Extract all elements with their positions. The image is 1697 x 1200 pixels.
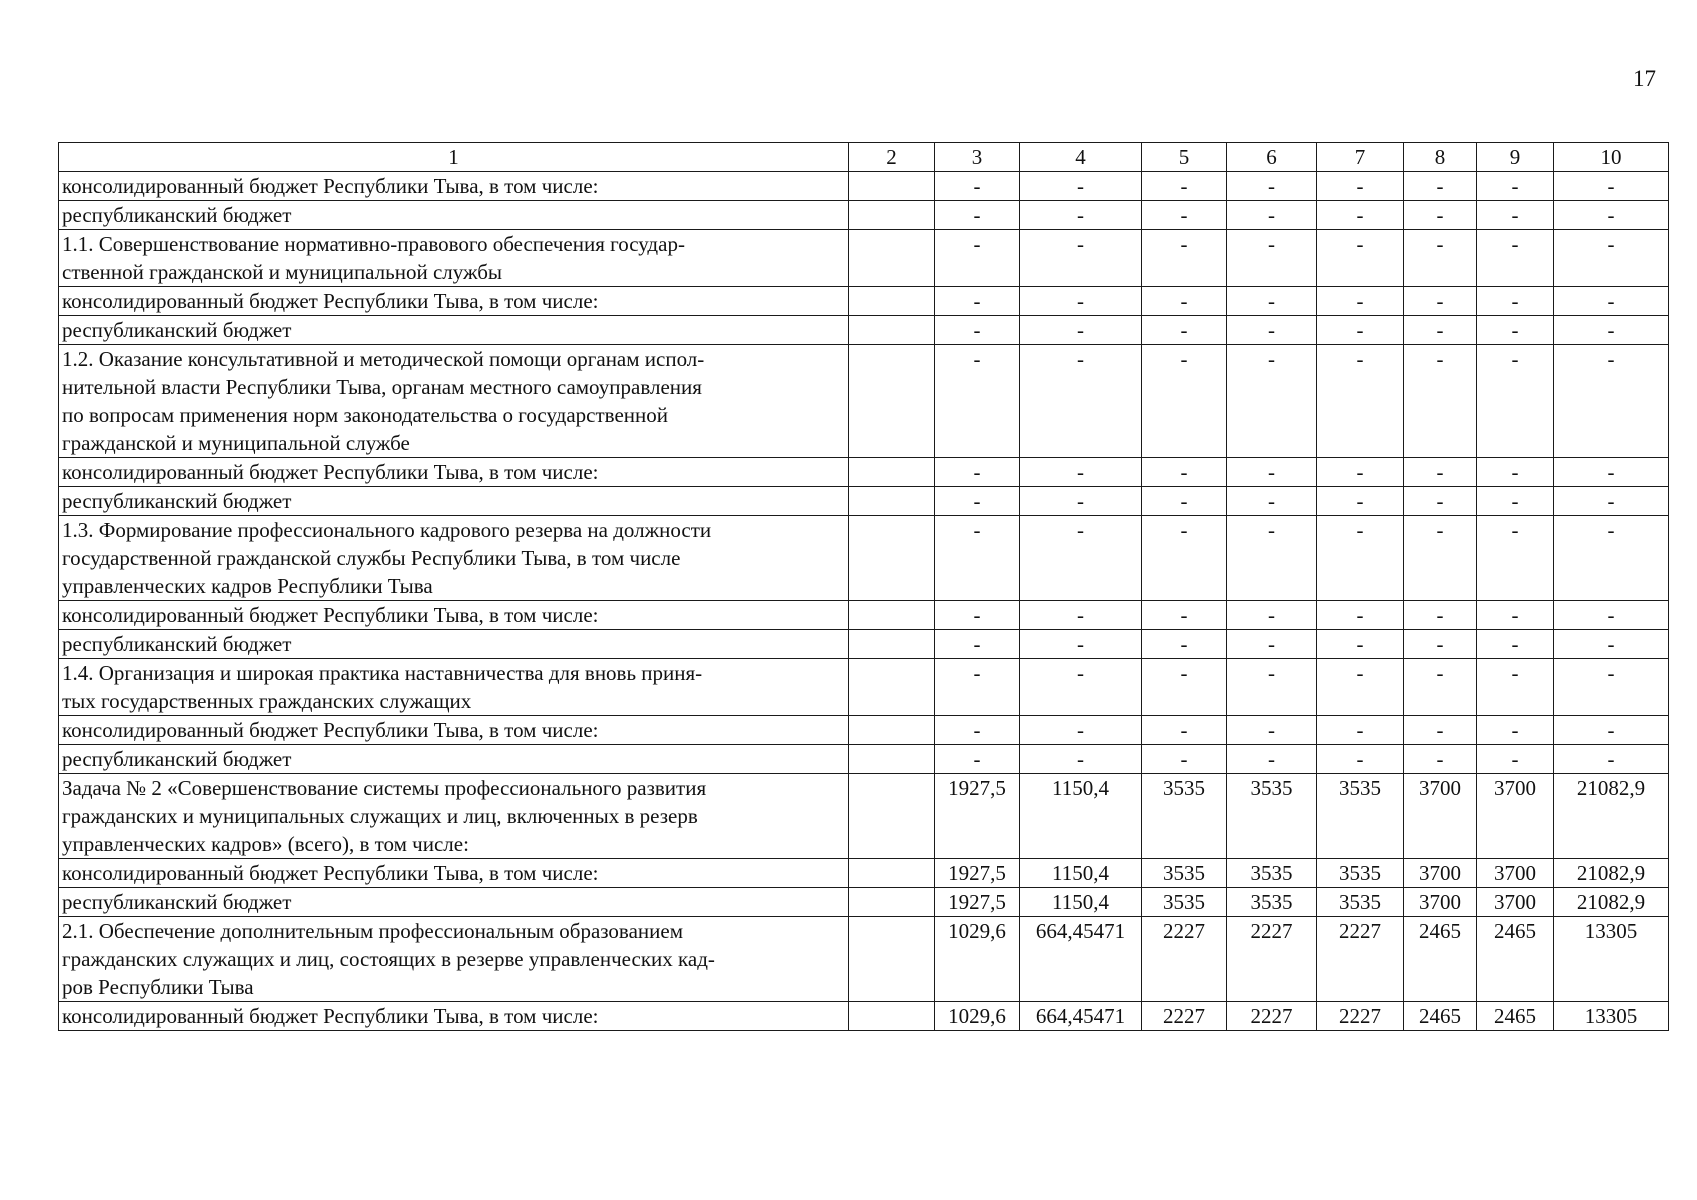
cell-value: 2227 xyxy=(1317,1002,1404,1031)
cell-value: - xyxy=(1404,230,1477,287)
cell-value: 2227 xyxy=(1142,1002,1227,1031)
cell-col-2 xyxy=(849,345,935,458)
cell-value: - xyxy=(1227,287,1317,316)
cell-value: - xyxy=(1477,487,1554,516)
row-label-line: ров Республики Тыва xyxy=(62,975,254,999)
row-label-line: 1.4. Организация и широкая практика наставничества для вновь приня- xyxy=(62,661,703,685)
cell-value: - xyxy=(1020,458,1142,487)
cell-value: - xyxy=(1554,716,1669,745)
row-label-line: республиканский бюджет xyxy=(62,632,292,656)
cell-value: 13305 xyxy=(1554,1002,1669,1031)
col-header: 7 xyxy=(1317,143,1404,172)
row-label-line: республиканский бюджет xyxy=(62,203,292,227)
cell-value: - xyxy=(1142,630,1227,659)
cell-value: - xyxy=(1404,172,1477,201)
cell-value: - xyxy=(1477,716,1554,745)
row-label xyxy=(59,230,849,287)
row-label-line: 1.3. Формирование профессионального кадрового резерва на должности xyxy=(62,518,712,542)
header-row xyxy=(59,143,1669,172)
cell-value: - xyxy=(1477,745,1554,774)
cell-value: - xyxy=(1317,345,1404,458)
row-label-line: тых государственных гражданских служащих xyxy=(62,689,472,713)
row-label xyxy=(59,1002,849,1031)
cell-col-2 xyxy=(849,516,935,601)
row-label-line: консолидированный бюджет Республики Тыва, в том числе: xyxy=(62,174,599,198)
row-label-line: республиканский бюджет xyxy=(62,489,292,513)
cell-value: - xyxy=(1227,230,1317,287)
cell-value: 2227 xyxy=(1317,917,1404,1002)
table-row xyxy=(59,630,1669,659)
cell-value: - xyxy=(935,345,1020,458)
cell-col-2 xyxy=(849,487,935,516)
cell-value: - xyxy=(935,287,1020,316)
row-label-line: 1.2. Оказание консультативной и методической помощи органам испол- xyxy=(62,347,705,371)
col-header: 2 xyxy=(849,143,935,172)
cell-value: - xyxy=(1020,516,1142,601)
cell-value: - xyxy=(1227,172,1317,201)
cell-value: - xyxy=(935,601,1020,630)
row-label xyxy=(59,888,849,917)
cell-col-2 xyxy=(849,201,935,230)
cell-value: - xyxy=(1477,458,1554,487)
cell-value: - xyxy=(1142,172,1227,201)
row-label-line: гражданской и муниципальной службе xyxy=(62,431,410,455)
cell-value: 2227 xyxy=(1227,1002,1317,1031)
cell-value: 21082,9 xyxy=(1554,774,1669,859)
cell-value: 3700 xyxy=(1477,859,1554,888)
row-label xyxy=(59,859,849,888)
cell-value: - xyxy=(1317,745,1404,774)
row-label xyxy=(59,659,849,716)
row-label xyxy=(59,630,849,659)
cell-col-2 xyxy=(849,917,935,1002)
cell-value: - xyxy=(1227,201,1317,230)
cell-value: - xyxy=(1317,287,1404,316)
table-row xyxy=(59,201,1669,230)
cell-value: - xyxy=(1477,345,1554,458)
cell-value: 3535 xyxy=(1317,859,1404,888)
cell-value: - xyxy=(1554,659,1669,716)
table-row xyxy=(59,859,1669,888)
cell-value: - xyxy=(1404,487,1477,516)
row-label xyxy=(59,201,849,230)
cell-value: - xyxy=(1554,172,1669,201)
row-label xyxy=(59,774,849,859)
cell-col-2 xyxy=(849,601,935,630)
cell-value: - xyxy=(1142,230,1227,287)
cell-value: - xyxy=(935,487,1020,516)
table-row xyxy=(59,316,1669,345)
cell-value: - xyxy=(1020,172,1142,201)
row-label-line: по вопросам применения норм законодательства о государственной xyxy=(62,403,668,427)
row-label xyxy=(59,601,849,630)
cell-value: - xyxy=(1142,287,1227,316)
cell-value: 2227 xyxy=(1142,917,1227,1002)
cell-value: - xyxy=(1142,458,1227,487)
cell-col-2 xyxy=(849,745,935,774)
row-label-line: консолидированный бюджет Республики Тыва, в том числе: xyxy=(62,460,599,484)
cell-value: 1150,4 xyxy=(1020,859,1142,888)
cell-value: 3535 xyxy=(1227,888,1317,917)
cell-value: - xyxy=(1317,716,1404,745)
cell-value: - xyxy=(1404,745,1477,774)
table-row xyxy=(59,287,1669,316)
cell-value: - xyxy=(935,745,1020,774)
cell-value: - xyxy=(1020,316,1142,345)
cell-value: - xyxy=(1020,601,1142,630)
cell-value: - xyxy=(1142,316,1227,345)
cell-value: - xyxy=(1404,345,1477,458)
cell-col-2 xyxy=(849,287,935,316)
cell-value: 1927,5 xyxy=(935,859,1020,888)
cell-value: - xyxy=(1477,601,1554,630)
col-header: 9 xyxy=(1477,143,1554,172)
cell-value: - xyxy=(1477,516,1554,601)
cell-value: - xyxy=(1317,630,1404,659)
cell-value: - xyxy=(1317,487,1404,516)
cell-value: - xyxy=(1404,458,1477,487)
cell-value: - xyxy=(935,716,1020,745)
row-label-line: государственной гражданской службы Республики Тыва, в том числе xyxy=(62,546,681,570)
row-label xyxy=(59,487,849,516)
cell-value: - xyxy=(1227,630,1317,659)
cell-value: - xyxy=(1317,172,1404,201)
cell-value: 21082,9 xyxy=(1554,859,1669,888)
cell-value: - xyxy=(1227,659,1317,716)
cell-value: - xyxy=(935,516,1020,601)
cell-value: - xyxy=(1227,601,1317,630)
cell-value: - xyxy=(1404,316,1477,345)
cell-value: - xyxy=(1227,516,1317,601)
cell-value: 3535 xyxy=(1142,774,1227,859)
cell-value: 3700 xyxy=(1404,774,1477,859)
cell-value: 1150,4 xyxy=(1020,774,1142,859)
row-label xyxy=(59,458,849,487)
row-label-line: гражданских и муниципальных служащих и лиц, включенных в резерв xyxy=(62,804,698,828)
table-row xyxy=(59,888,1669,917)
cell-value: - xyxy=(1020,201,1142,230)
cell-col-2 xyxy=(849,458,935,487)
cell-value: - xyxy=(1227,716,1317,745)
cell-value: 3700 xyxy=(1477,888,1554,917)
col-header: 4 xyxy=(1020,143,1142,172)
cell-value: 2227 xyxy=(1227,917,1317,1002)
cell-value: - xyxy=(1554,601,1669,630)
table-body xyxy=(59,172,1669,1031)
cell-value: 1927,5 xyxy=(935,888,1020,917)
cell-value: - xyxy=(935,659,1020,716)
table-row xyxy=(59,745,1669,774)
cell-value: - xyxy=(1554,745,1669,774)
cell-value: - xyxy=(1227,745,1317,774)
cell-value: - xyxy=(1554,487,1669,516)
cell-value: 1029,6 xyxy=(935,1002,1020,1031)
row-label xyxy=(59,917,849,1002)
table-row xyxy=(59,1002,1669,1031)
cell-value: 2465 xyxy=(1404,917,1477,1002)
table-row xyxy=(59,659,1669,716)
cell-col-2 xyxy=(849,630,935,659)
cell-value: - xyxy=(935,316,1020,345)
cell-col-2 xyxy=(849,859,935,888)
cell-col-2 xyxy=(849,774,935,859)
cell-value: - xyxy=(1020,345,1142,458)
cell-value: 3535 xyxy=(1317,888,1404,917)
row-label xyxy=(59,345,849,458)
cell-value: - xyxy=(1227,487,1317,516)
cell-value: 1029,6 xyxy=(935,917,1020,1002)
row-label xyxy=(59,716,849,745)
cell-value: 1150,4 xyxy=(1020,888,1142,917)
row-label-line: консолидированный бюджет Республики Тыва, в том числе: xyxy=(62,289,599,313)
row-label-line: консолидированный бюджет Республики Тыва, в том числе: xyxy=(62,1004,599,1028)
table-row xyxy=(59,458,1669,487)
cell-value: - xyxy=(1020,659,1142,716)
cell-value: 3535 xyxy=(1227,859,1317,888)
table-row xyxy=(59,230,1669,287)
table-row xyxy=(59,601,1669,630)
cell-value: - xyxy=(1554,630,1669,659)
cell-value: - xyxy=(1554,458,1669,487)
cell-value: - xyxy=(1317,601,1404,630)
cell-value: - xyxy=(1142,745,1227,774)
row-label-line: республиканский бюджет xyxy=(62,747,292,771)
row-label-line: нительной власти Республики Тыва, органам местного самоуправления xyxy=(62,375,702,399)
cell-value: - xyxy=(1142,516,1227,601)
cell-value: - xyxy=(1142,201,1227,230)
cell-value: - xyxy=(935,201,1020,230)
table-row xyxy=(59,716,1669,745)
col-header: 5 xyxy=(1142,143,1227,172)
cell-value: 3535 xyxy=(1142,859,1227,888)
cell-value: - xyxy=(1477,201,1554,230)
cell-value: - xyxy=(1020,230,1142,287)
cell-value: - xyxy=(1020,487,1142,516)
table-row xyxy=(59,345,1669,458)
row-label xyxy=(59,745,849,774)
cell-value: 3535 xyxy=(1142,888,1227,917)
row-label xyxy=(59,316,849,345)
cell-value: - xyxy=(1404,659,1477,716)
row-label-line: Задача № 2 «Совершенствование системы профессионального развития xyxy=(62,776,707,800)
cell-value: - xyxy=(1020,287,1142,316)
cell-value: - xyxy=(1554,230,1669,287)
cell-value: 3700 xyxy=(1477,774,1554,859)
cell-value: - xyxy=(1477,316,1554,345)
col-header: 6 xyxy=(1227,143,1317,172)
cell-col-2 xyxy=(849,230,935,287)
cell-value: - xyxy=(1554,516,1669,601)
table-row xyxy=(59,487,1669,516)
row-label-line: консолидированный бюджет Республики Тыва, в том числе: xyxy=(62,861,599,885)
cell-value: - xyxy=(1477,659,1554,716)
cell-value: - xyxy=(1554,345,1669,458)
cell-col-2 xyxy=(849,1002,935,1031)
row-label xyxy=(59,172,849,201)
col-header: 3 xyxy=(935,143,1020,172)
cell-value: - xyxy=(1142,487,1227,516)
cell-col-2 xyxy=(849,172,935,201)
cell-value: - xyxy=(1142,601,1227,630)
cell-value: - xyxy=(1554,316,1669,345)
cell-value: - xyxy=(1142,716,1227,745)
cell-value: 21082,9 xyxy=(1554,888,1669,917)
cell-col-2 xyxy=(849,659,935,716)
cell-value: - xyxy=(1404,287,1477,316)
row-label-line: консолидированный бюджет Республики Тыва, в том числе: xyxy=(62,718,599,742)
row-label-line: управленческих кадров» (всего), в том числе: xyxy=(62,832,469,856)
cell-value: 664,45471 xyxy=(1020,917,1142,1002)
row-label-line: республиканский бюджет xyxy=(62,318,292,342)
cell-value: - xyxy=(1404,601,1477,630)
row-label-line: ственной гражданской и муниципальной службы xyxy=(62,260,503,284)
cell-value: - xyxy=(1227,458,1317,487)
cell-value: - xyxy=(1477,287,1554,316)
cell-value: - xyxy=(1317,230,1404,287)
row-label-line: управленческих кадров Республики Тыва xyxy=(62,574,433,598)
table-row xyxy=(59,917,1669,1002)
row-label-line: республиканский бюджет xyxy=(62,890,292,914)
cell-value: - xyxy=(1020,745,1142,774)
cell-value: 3535 xyxy=(1227,774,1317,859)
table-row xyxy=(59,516,1669,601)
cell-value: - xyxy=(1317,316,1404,345)
cell-value: - xyxy=(1142,345,1227,458)
cell-value: - xyxy=(935,172,1020,201)
cell-value: - xyxy=(1317,201,1404,230)
cell-value: - xyxy=(1020,716,1142,745)
budget-table xyxy=(58,142,1669,1031)
cell-value: - xyxy=(1404,516,1477,601)
cell-value: - xyxy=(935,230,1020,287)
cell-value: - xyxy=(1227,316,1317,345)
cell-value: - xyxy=(1227,345,1317,458)
cell-value: - xyxy=(1142,659,1227,716)
cell-value: - xyxy=(1317,659,1404,716)
table-row xyxy=(59,774,1669,859)
cell-value: 3700 xyxy=(1404,859,1477,888)
col-header: 1 xyxy=(59,143,849,172)
col-header: 10 xyxy=(1554,143,1669,172)
cell-col-2 xyxy=(849,888,935,917)
cell-value: 2465 xyxy=(1404,1002,1477,1031)
cell-col-2 xyxy=(849,716,935,745)
cell-value: - xyxy=(1317,516,1404,601)
cell-value: - xyxy=(935,458,1020,487)
row-label xyxy=(59,287,849,316)
cell-value: - xyxy=(935,630,1020,659)
cell-col-2 xyxy=(849,316,935,345)
cell-value: 3535 xyxy=(1317,774,1404,859)
cell-value: 2465 xyxy=(1477,917,1554,1002)
cell-value: - xyxy=(1554,287,1669,316)
cell-value: - xyxy=(1404,201,1477,230)
cell-value: 664,45471 xyxy=(1020,1002,1142,1031)
col-header: 8 xyxy=(1404,143,1477,172)
row-label-line: гражданских служащих и лиц, состоящих в резерве управленческих кад- xyxy=(62,947,715,971)
row-label xyxy=(59,516,849,601)
cell-value: 13305 xyxy=(1554,917,1669,1002)
row-label-line: 2.1. Обеспечение дополнительным профессиональным образованием xyxy=(62,919,683,943)
cell-value: 2465 xyxy=(1477,1002,1554,1031)
cell-value: - xyxy=(1477,172,1554,201)
cell-value: - xyxy=(1404,630,1477,659)
cell-value: - xyxy=(1020,630,1142,659)
cell-value: - xyxy=(1477,630,1554,659)
cell-value: 1927,5 xyxy=(935,774,1020,859)
row-label-line: 1.1. Совершенствование нормативно-правового обеспечения государ- xyxy=(62,232,685,256)
cell-value: - xyxy=(1317,458,1404,487)
row-label-line: консолидированный бюджет Республики Тыва, в том числе: xyxy=(62,603,599,627)
cell-value: 3700 xyxy=(1404,888,1477,917)
cell-value: - xyxy=(1477,230,1554,287)
cell-value: - xyxy=(1404,716,1477,745)
cell-value: - xyxy=(1554,201,1669,230)
table-row xyxy=(59,172,1669,201)
page-number: 17 xyxy=(1633,66,1656,91)
